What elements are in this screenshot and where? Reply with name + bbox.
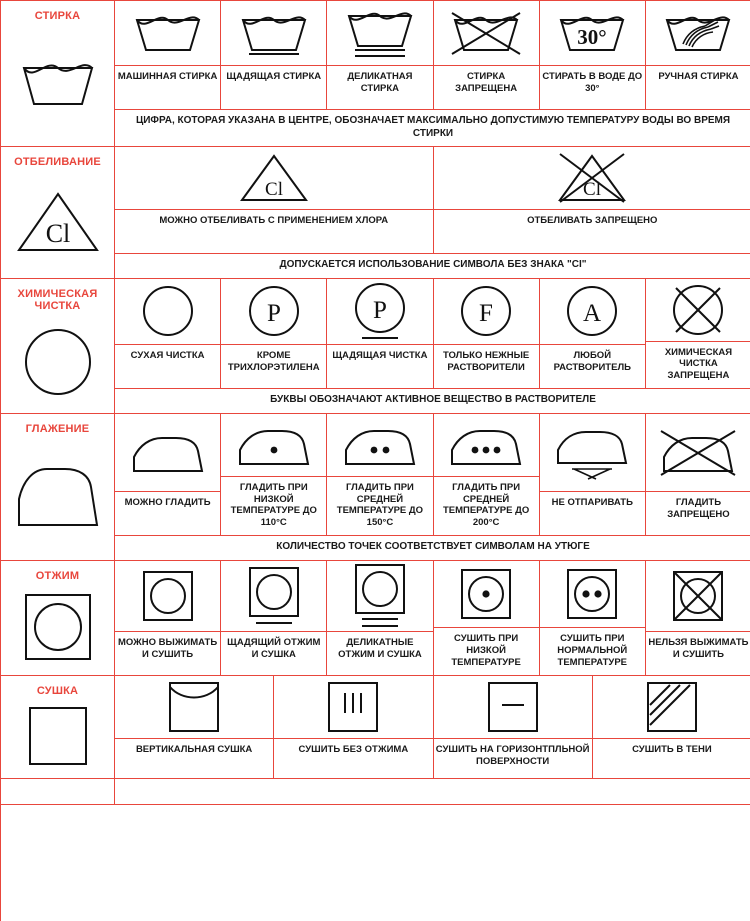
circle-p-icon xyxy=(221,279,326,345)
item-label: ДЕЛИКАТНЫЕ ОТЖИМ И СУШКА xyxy=(327,631,432,675)
triangle-cl-icon xyxy=(115,147,433,209)
category-bleach xyxy=(1,147,115,278)
svg-text:Cl: Cl xyxy=(264,179,283,200)
item-label: НЕЛЬЗЯ ВЫЖИМАТЬ И СУШИТЬ xyxy=(646,631,750,675)
item-spin-normal-temp xyxy=(540,561,646,675)
item-label: МАШИННАЯ СТИРКА xyxy=(115,65,220,109)
dry-items xyxy=(115,676,750,778)
item-dryclean-p xyxy=(221,279,327,389)
iron-one-dot-icon xyxy=(221,414,326,476)
square-circle-icon xyxy=(1,586,114,674)
item-dryclean-a xyxy=(540,279,646,389)
section-bleach xyxy=(1,147,750,279)
item-bleach-allowed xyxy=(115,147,434,253)
category-label: СУШКА xyxy=(36,684,79,697)
item-spin-gentle xyxy=(221,561,327,675)
item-label: СУШИТЬ ПРИ НИЗКОЙ ТЕМПЕРАТУРЕ xyxy=(434,627,539,675)
iron-two-dots-icon xyxy=(327,414,432,476)
dryclean-items xyxy=(115,279,750,413)
tub-30-icon xyxy=(540,1,645,65)
item-label: ХИМИЧЕСКАЯ ЧИСТКА ЗАПРЕЩЕНА xyxy=(646,341,750,389)
category-spin xyxy=(1,561,115,675)
tub-icon xyxy=(115,1,220,65)
item-dry-shade xyxy=(593,676,750,778)
square-horizontal-line-icon xyxy=(434,676,592,738)
item-label: ЩАДЯЩИЙ ОТЖИМ И СУШКА xyxy=(221,631,326,675)
category-label: ОТБЕЛИВАНИЕ xyxy=(14,156,101,168)
iron-icon xyxy=(115,414,220,492)
square-circle-one-bar-icon xyxy=(221,561,326,631)
item-label: МОЖНО ГЛАДИТЬ xyxy=(115,491,220,535)
item-label: ГЛАДИТЬ ПРИ СРЕДНЕЙ ТЕМПЕРАТУРЕ ДО 200°C xyxy=(434,476,539,536)
item-label: СТИРКА ЗАПРЕЩЕНА xyxy=(434,65,539,109)
circle-icon xyxy=(1,317,114,413)
square-circle-icon xyxy=(115,561,220,631)
spin-items xyxy=(115,561,750,675)
item-iron-forbidden xyxy=(646,414,750,536)
category-dryclean xyxy=(1,279,115,413)
item-spin-ok xyxy=(115,561,221,675)
item-label: СУШИТЬ ПРИ НОРМАЛЬНОЙ ТЕМПЕРАТУРЕ xyxy=(540,627,645,675)
item-wash-delicate xyxy=(327,1,433,109)
svg-text:P: P xyxy=(372,297,387,325)
item-bleach-forbidden xyxy=(434,147,750,253)
iron-note: КОЛИЧЕСТВО ТОЧЕК СООТВЕТСТВУЕТ СИМВОЛАМ НА УТЮГЕ xyxy=(115,535,750,560)
item-iron-medium xyxy=(327,414,433,536)
svg-text:F: F xyxy=(479,300,494,328)
item-dry-flat xyxy=(434,676,593,778)
section-wash xyxy=(1,1,750,147)
dryclean-note: БУКВЫ ОБОЗНАЧАЮТ АКТИВНОЕ ВЕЩЕСТВО В РАСТВОРИТЕЛЕ xyxy=(115,388,750,413)
item-label: СТИРАТЬ В ВОДЕ ДО 30° xyxy=(540,65,645,109)
iron-no-steam-icon xyxy=(540,414,645,492)
item-iron-no-steam xyxy=(540,414,646,536)
square-vertical-lines-icon xyxy=(274,676,432,738)
item-label: СУШИТЬ БЕЗ ОТЖИМА xyxy=(274,738,432,778)
square-icon xyxy=(1,701,114,777)
item-dryclean-p-gentle xyxy=(327,279,433,389)
category-label: ГЛАЖЕНИЕ xyxy=(25,422,90,435)
category-iron xyxy=(1,414,115,560)
category-wash xyxy=(1,1,115,146)
square-diagonal-icon xyxy=(593,676,750,738)
category-label: СТИРКА xyxy=(34,10,81,22)
circle-p-bar-icon xyxy=(327,279,432,345)
circle-icon xyxy=(115,279,220,345)
item-spin-forbidden xyxy=(646,561,750,675)
tub-hand-icon xyxy=(646,1,750,65)
tub-crossed-icon xyxy=(434,1,539,65)
circle-f-icon xyxy=(434,279,539,345)
item-label: ДЕЛИКАТНАЯ СТИРКА xyxy=(327,65,432,109)
iron-items xyxy=(115,414,750,560)
item-label: ЩАДЯЩАЯ СТИРКА xyxy=(221,65,326,109)
category-dry xyxy=(1,676,115,778)
section-iron xyxy=(1,414,750,561)
item-label: ГЛАДИТЬ ЗАПРЕЩЕНО xyxy=(646,491,750,535)
square-circle-two-dots-icon xyxy=(540,561,645,627)
item-label: РУЧНАЯ СТИРКА xyxy=(646,65,750,109)
item-label: СУШИТЬ НА ГОРИЗОНТПЛЬНОЙ ПОВЕРХНОСТИ xyxy=(434,738,592,778)
svg-text:Cl: Cl xyxy=(583,179,602,200)
tub-one-bar-icon xyxy=(221,1,326,65)
square-circle-one-dot-icon xyxy=(434,561,539,627)
bleach-note: ДОПУСКАЕТСЯ ИСПОЛЬЗОВАНИЕ СИМВОЛА БЕЗ ЗНАКА "CI" xyxy=(115,253,750,278)
item-label: ТОЛЬКО НЕЖНЫЕ РАСТВОРИТЕЛИ xyxy=(434,344,539,388)
item-label: ГЛАДИТЬ ПРИ НИЗКОЙ ТЕМПЕРАТУРЕ ДО 110°C xyxy=(221,476,326,536)
wash-note: ЦИФРА, КОТОРАЯ УКАЗАНА В ЦЕНТРЕ, ОБОЗНАЧАЕТ МАКСИМАЛЬНО ДОПУСТИМУЮ ТЕМПЕРАТУРУ ВОДЫ ВО ВРЕМЯ СТИРКИ xyxy=(115,109,750,146)
item-label: МОЖНО ВЫЖИМАТЬ И СУШИТЬ xyxy=(115,631,220,675)
iron-three-dots-icon xyxy=(434,414,539,476)
bleach-items xyxy=(115,147,750,278)
section-dry xyxy=(1,676,750,779)
svg-text:30°: 30° xyxy=(577,25,607,49)
item-label: СУШИТЬ В ТЕНИ xyxy=(593,738,750,778)
item-iron-high xyxy=(434,414,540,536)
iron-icon xyxy=(1,439,114,559)
item-dryclean-dry xyxy=(115,279,221,389)
category-label: ХИМИЧЕСКАЯ ЧИСТКА xyxy=(17,287,98,313)
item-label: КРОМЕ ТРИХЛОРЭТИЛЕНА xyxy=(221,344,326,388)
svg-text:A: A xyxy=(583,300,602,328)
item-spin-low-temp xyxy=(434,561,540,675)
item-wash-machine xyxy=(115,1,221,109)
circle-crossed-icon xyxy=(646,279,750,341)
item-dryclean-forbidden xyxy=(646,279,750,389)
category-label: ОТЖИМ xyxy=(35,569,80,582)
item-iron-low xyxy=(221,414,327,536)
item-label: ОТБЕЛИВАТЬ ЗАПРЕЩЕНО xyxy=(434,209,750,253)
item-iron-ok xyxy=(115,414,221,536)
item-label: НЕ ОТПАРИВАТЬ xyxy=(540,491,645,535)
svg-text:Cl: Cl xyxy=(45,219,70,249)
item-dry-vertical xyxy=(115,676,274,778)
section-dryclean xyxy=(1,279,750,414)
wash-items xyxy=(115,1,750,146)
wash-tub-icon xyxy=(1,27,114,146)
item-wash-gentle xyxy=(221,1,327,109)
iron-crossed-icon xyxy=(646,414,750,492)
item-label: МОЖНО ОТБЕЛИВАТЬ С ПРИМЕНЕНИЕМ ХЛОРА xyxy=(115,209,433,253)
square-circle-two-bar-icon xyxy=(327,561,432,631)
item-label: ЩАДЯЩАЯ ЧИСТКА xyxy=(327,344,432,388)
item-label: ВЕРТИКАЛЬНАЯ СУШКА xyxy=(115,738,273,778)
item-wash-30 xyxy=(540,1,646,109)
item-label: СУХАЯ ЧИСТКА xyxy=(115,344,220,388)
item-label: ЛЮБОЙ РАСТВОРИТЕЛЬ xyxy=(540,344,645,388)
square-circle-crossed-icon xyxy=(646,561,750,631)
triangle-cl-icon xyxy=(1,173,114,278)
item-wash-forbidden xyxy=(434,1,540,109)
triangle-cl-crossed-icon xyxy=(434,147,750,209)
square-arc-icon xyxy=(115,676,273,738)
bottom-filler-row xyxy=(1,779,750,805)
section-spin xyxy=(1,561,750,676)
item-wash-hand xyxy=(646,1,750,109)
tub-two-bar-icon xyxy=(327,1,432,65)
item-dryclean-f xyxy=(434,279,540,389)
bottom-filler-left xyxy=(1,779,115,804)
svg-text:P: P xyxy=(266,300,281,328)
item-spin-delicate xyxy=(327,561,433,675)
item-dry-no-spin xyxy=(274,676,433,778)
circle-a-icon xyxy=(540,279,645,345)
item-label: ГЛАДИТЬ ПРИ СРЕДНЕЙ ТЕМПЕРАТУРЕ ДО 150°C xyxy=(327,476,432,536)
